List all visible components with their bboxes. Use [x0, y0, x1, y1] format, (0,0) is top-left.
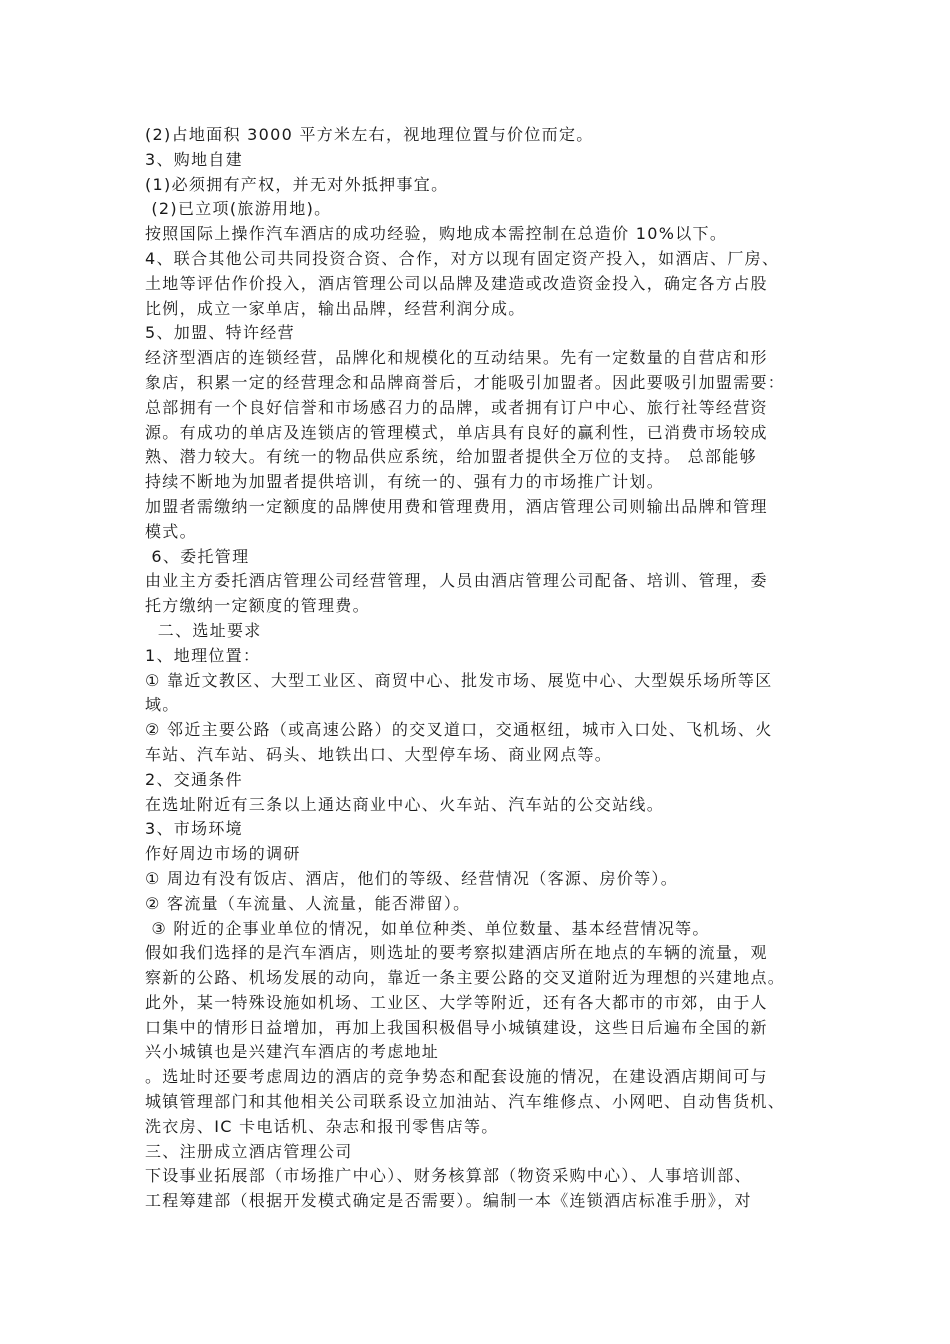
text-line: 经济型酒店的连锁经营，品牌化和规模化的互动结果。先有一定数量的自营店和形: [145, 348, 768, 368]
text-line: 车站、汽车站、码头、地铁出口、大型停车场、商业网点等。: [145, 744, 613, 764]
text-line: 口集中的情形日益增加，再加上我国积极倡导小城镇建设，这些日后遍布全国的新: [145, 1017, 768, 1037]
text-line: (1)必须拥有产权，并无对外抵押事宜。: [145, 174, 449, 194]
text-line: 象店，积累一定的经营理念和品牌商誉后，才能吸引加盟者。因此要吸引加盟需要：: [145, 372, 786, 392]
text-line: 托方缴纳一定额度的管理费。: [145, 596, 370, 616]
text-line: 假如我们选择的是汽车酒店，则选址的要考察拟建酒店所在地点的车辆的流量，观: [145, 943, 768, 963]
text-line: 由业主方委托酒店管理公司经营管理，人员由酒店管理公司配备、培训、管理，委: [145, 571, 768, 591]
text-line: 6、委托管理: [145, 546, 250, 566]
text-line: 二、选址要求: [145, 620, 262, 640]
text-line: ① 周边有没有饭店、酒店，他们的等级、经营情况（客源、房价等）。: [145, 868, 679, 888]
text-line: (2)占地面积 3000 平方米左右，视地理位置与价位而定。: [145, 125, 594, 144]
text-line: 城镇管理部门和其他相关公司联系设立加油站、汽车维修点、小网吧、自动售货机、: [145, 1092, 786, 1112]
text-line: 熟、潜力较大。有统一的物品供应系统，给加盟者提供全万位的支持。 总部能够: [145, 447, 757, 467]
text-line: 此外，某一特殊设施如机场、工业区、大学等附近，还有各大都市的市郊，由于人: [145, 992, 768, 1012]
text-line: 。选址时还要考虑周边的酒店的竞争势态和配套设施的情况，在建设酒店期间可与: [145, 1067, 768, 1087]
text-line: 2、交通条件: [145, 769, 243, 789]
text-line: 域。: [145, 695, 180, 715]
text-line: 总部拥有一个良好信誉和市场感召力的品牌，或者拥有订户中心、旅行社等经营资: [145, 397, 768, 417]
text-line: 兴小城镇也是兴建汽车酒店的考虑地址: [145, 1042, 440, 1062]
text-line: 3、购地自建: [145, 149, 243, 169]
text-line: 比例，成立一家单店，输出品牌，经营利润分成。: [145, 298, 526, 318]
text-line: 源。有成功的单店及连锁店的管理模式，单店具有良好的赢利性，已消费市场较成: [145, 422, 768, 442]
text-line: 下设事业拓展部（市场推广中心）、财务核算部（物资采购中心）、人事培训部、: [145, 1166, 752, 1186]
text-line: 作好周边市场的调研: [145, 844, 301, 864]
text-line: ① 靠近文教区、大型工业区、商贸中心、批发市场、展览中心、大型娱乐场所等区: [145, 670, 773, 690]
text-line: 加盟者需缴纳一定额度的品牌使用费和管理费用，酒店管理公司则输出品牌和管理: [145, 496, 768, 516]
text-line: 按照国际上操作汽车酒店的成功经验，购地成本需控制在总造价 10%以下。: [145, 224, 728, 244]
text-line: 三、注册成立酒店管理公司: [145, 1141, 353, 1161]
text-line: 持续不断地为加盟者提供培训，有统一的、强有力的市场推广计划。: [145, 472, 665, 492]
text-line: 3、市场环境: [145, 819, 243, 839]
text-line: 模式。: [145, 521, 197, 541]
text-line: 洗衣房、IC 卡电话机、杂志和报刊零售店等。: [145, 1116, 499, 1136]
text-line: 土地等评估作价投入，酒店管理公司以品牌及建造或改造资金投入，确定各方占股: [145, 273, 768, 293]
text-line: (2)已立项(旅游用地)。: [145, 199, 332, 219]
text-line: 察新的公路、机场发展的动向，靠近一条主要公路的交叉道附近为理想的兴建地点。: [145, 968, 786, 988]
text-line: 1、地理位置：: [145, 645, 261, 665]
text-line: ② 客流量（车流量、人流量，能否滞留）。: [145, 893, 471, 913]
text-line: 5、加盟、特许经营: [145, 323, 295, 343]
text-line: ② 邻近主要公路（或高速公路）的交叉道口，交通枢纽，城市入口处、飞机场、火: [145, 720, 773, 740]
text-line: 工程筹建部（根据开发模式确定是否需要）。编制一本《连锁酒店标准手册》，对: [145, 1191, 752, 1211]
text-line: 在选址附近有三条以上通达商业中心、火车站、汽车站的公交站线。: [145, 794, 665, 814]
document-page: [145, 123, 815, 1214]
text-line: ③ 附近的企事业单位的情况，如单位种类、单位数量、基本经营情况等。: [145, 918, 710, 938]
text-line: 4、联合其他公司共同投资合资、合作，对方以现有固定资产投入，如酒店、厂房、: [145, 248, 780, 268]
